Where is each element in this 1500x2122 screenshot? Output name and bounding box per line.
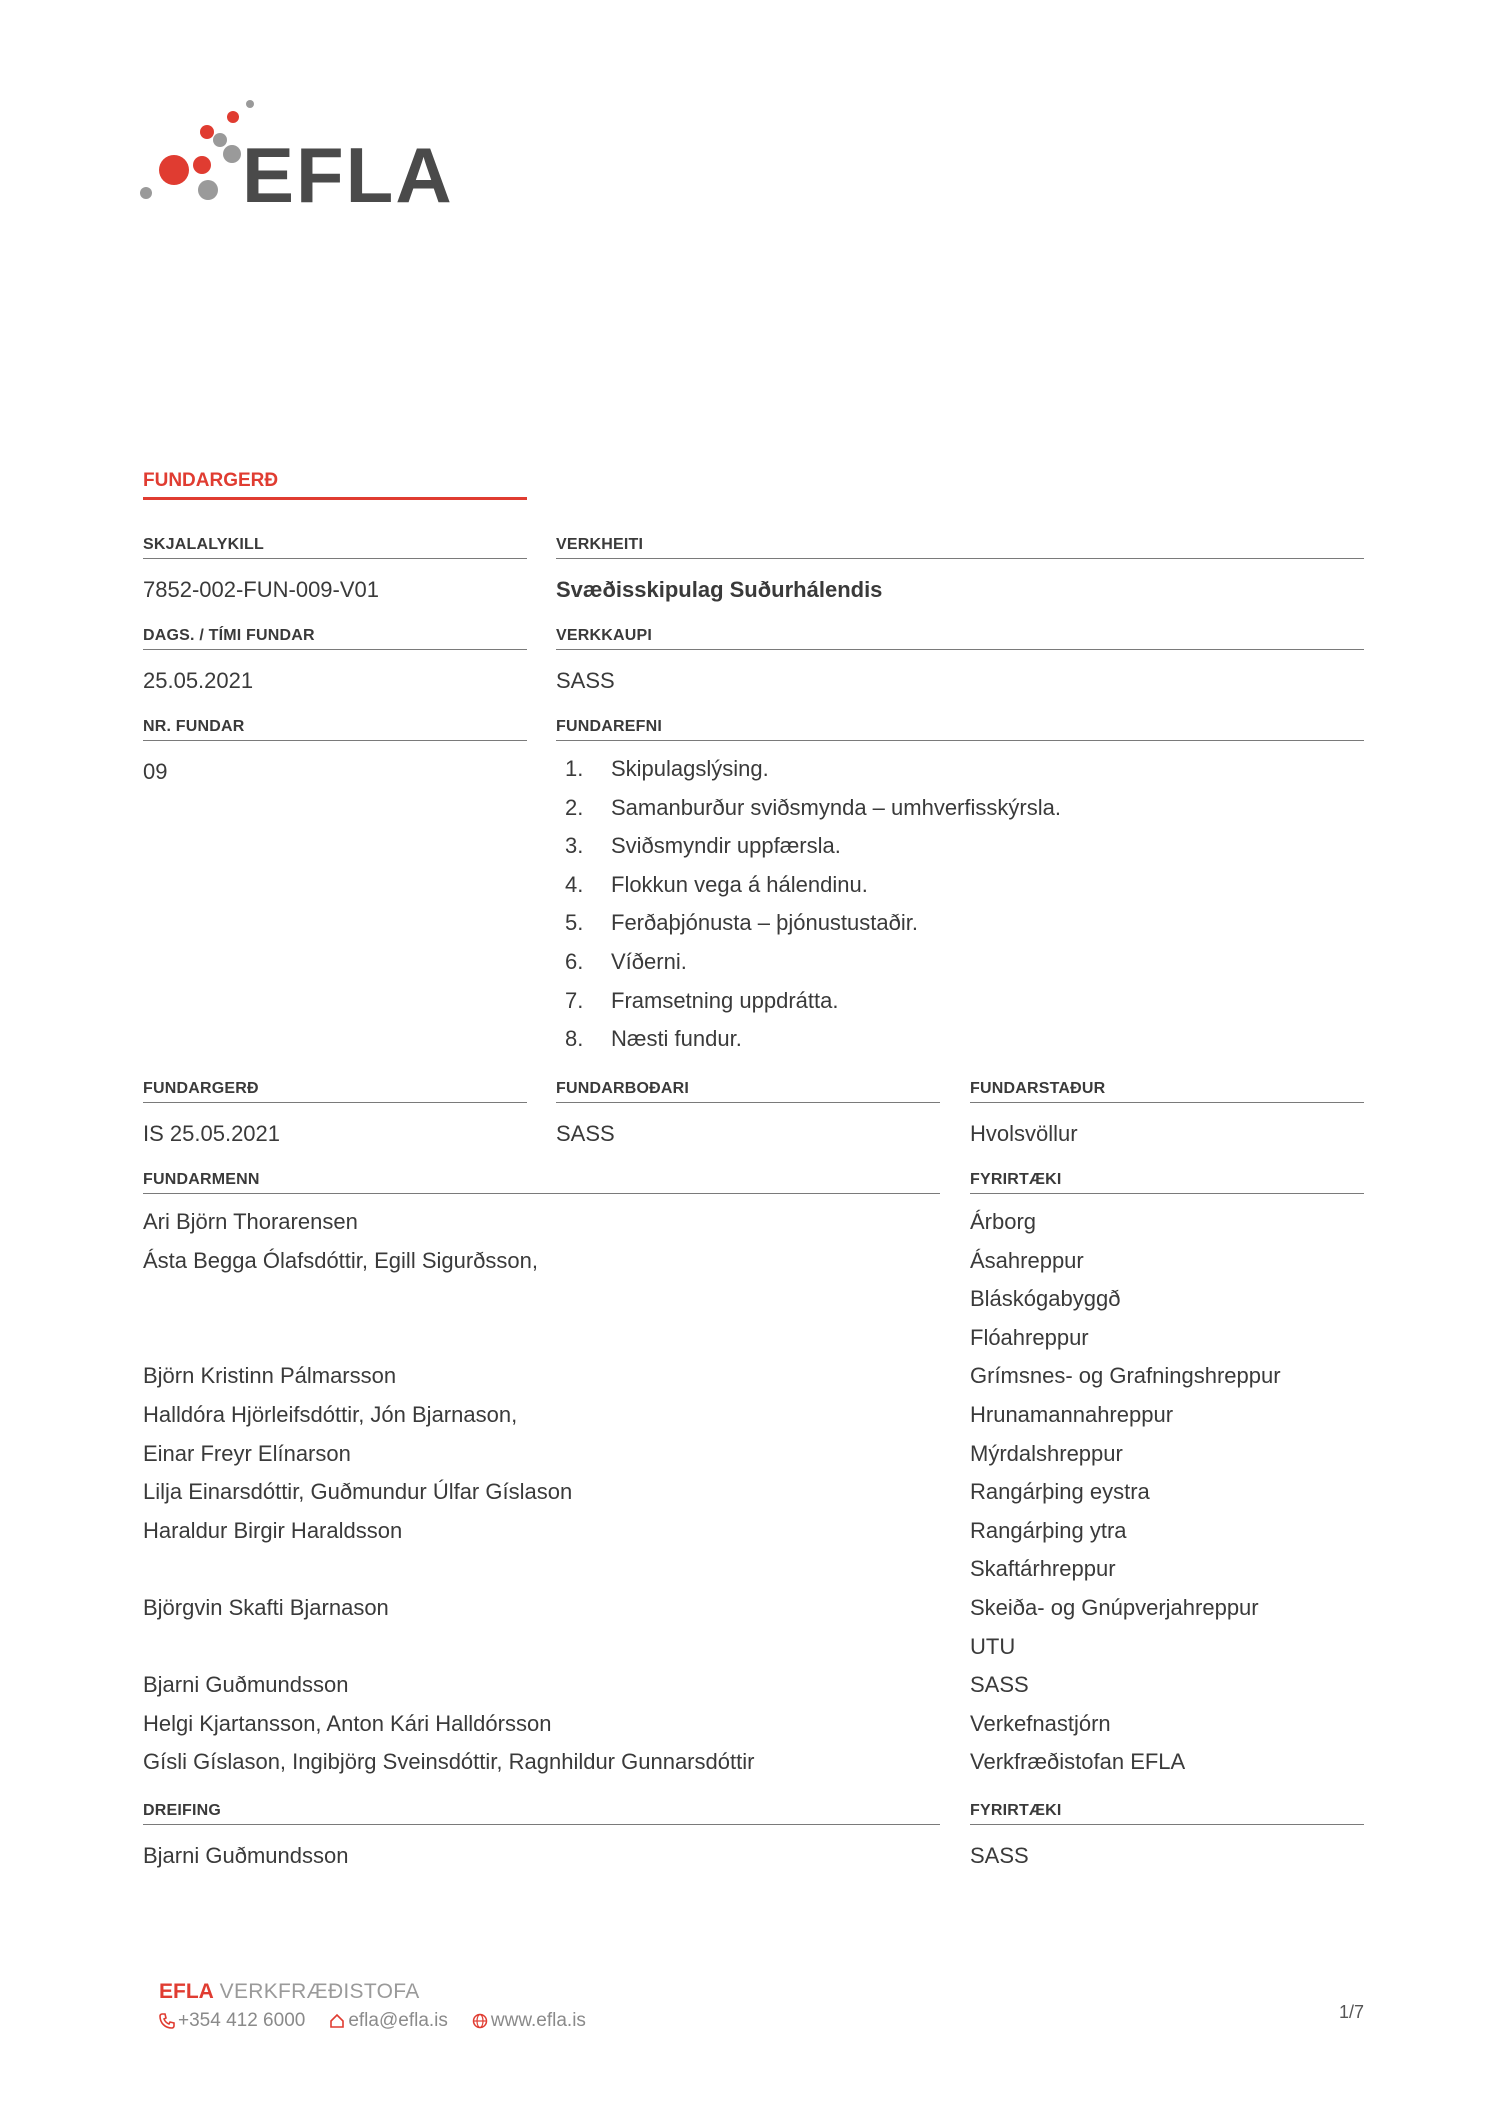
logo-dot (198, 180, 218, 200)
label-fyrirtaeki: FYRIRTÆKI (970, 1170, 1364, 1194)
attendee-company: Hrunamannahreppur (970, 1402, 1174, 1427)
agenda-text: Skipulagslýsing. (611, 756, 769, 781)
house-icon (329, 2013, 345, 2029)
logo-dot (159, 155, 189, 185)
attendee-company: Bláskógabyggð (970, 1286, 1121, 1312)
efla-logo (140, 100, 460, 210)
agenda-number: 4. (565, 871, 584, 897)
footer-phone[interactable] (159, 2010, 305, 2032)
attendee-names: Lilja Einarsdóttir, Guðmundur Úlfar Gíslason (143, 1479, 573, 1505)
value-dags: 25.05.2021 (143, 668, 254, 693)
logo-dot (200, 125, 214, 139)
attendee-company: Árborg (970, 1209, 1037, 1234)
agenda-item (556, 943, 1364, 982)
label-nr-fundar: NR. FUNDAR (143, 717, 527, 741)
footer-phone-text: +354 412 6000 (178, 2010, 306, 2031)
label-fundarefni: FUNDAREFNI (556, 717, 1364, 741)
attendee-names: Gísli Gíslason, Ingibjörg Sveinsdóttir, Ragnhildur Gunnarsdóttir (143, 1749, 755, 1775)
footer-brand (159, 1980, 420, 2004)
footer-web-text: www.efla.is (490, 2010, 586, 2031)
agenda-item (556, 1020, 1364, 1059)
agenda-number: 8. (565, 1026, 584, 1052)
agenda-item (556, 982, 1364, 1021)
label-skjalalykill: SKJALALYKILL (143, 535, 527, 559)
label-fyrirtaeki-2: FYRIRTÆKI (970, 1801, 1364, 1825)
attendee-company: Mýrdalshreppur (970, 1440, 1123, 1466)
agenda-list (556, 750, 1364, 1059)
agenda-text: Næsti fundur. (611, 1026, 742, 1052)
agenda-text: Samanburður sviðsmynda – umhverfisskýrsla. (611, 794, 1061, 820)
footer-contact (159, 2010, 586, 2032)
agenda-item (556, 750, 1364, 789)
agenda-number: 5. (565, 910, 584, 936)
attendee-company: Verkefnastjórn (970, 1710, 1111, 1736)
agenda-number: 6. (565, 948, 584, 974)
logo-dot (193, 156, 211, 174)
label-dreifing: DREIFING (143, 1801, 940, 1825)
value-dreifing: Bjarni Guðmundsson (143, 1843, 349, 1868)
agenda-number: 3. (565, 833, 584, 859)
label-verkkaupi: VERKKAUPI (556, 626, 1364, 650)
document-title: FUNDARGERÐ (143, 470, 279, 491)
logo-dot (227, 111, 239, 123)
label-fundarstadur: FUNDARSTAÐUR (970, 1079, 1364, 1103)
value-fundargerd: IS 25.05.2021 (143, 1121, 281, 1146)
label-verkheiti: VERKHEITI (556, 535, 1364, 559)
agenda-item (556, 827, 1364, 866)
label-fundarmenn: FUNDARMENN (143, 1170, 940, 1194)
footer-web[interactable] (472, 2010, 586, 2032)
logo-dot (246, 100, 254, 108)
footer-brand-name: EFLA (159, 1980, 214, 2003)
value-fundarbodari: SASS (556, 1121, 615, 1146)
label-dags: DAGS. / TÍMI FUNDAR (143, 626, 527, 650)
agenda-text: Framsetning uppdrátta. (611, 987, 839, 1013)
footer-brand-suffix: VERKFRÆÐISTOFA (219, 1980, 420, 2003)
value-verkheiti: Svæðisskipulag Suðurhálendis (556, 577, 883, 602)
page-number: 1/7 (1338, 2002, 1364, 2022)
attendee-company: Verkfræðistofan EFLA (970, 1749, 1186, 1775)
agenda-text: Sviðsmyndir uppfærsla. (611, 833, 841, 859)
footer-email-text: efla@efla.is (348, 2010, 448, 2031)
attendee-company: Rangárþing eystra (970, 1479, 1150, 1505)
attendee-company: Skeiða- og Gnúpverjahreppur (970, 1595, 1259, 1620)
agenda-item (556, 789, 1364, 828)
attendee-company: UTU (970, 1633, 1016, 1659)
attendee-company: Ásahreppur (970, 1247, 1084, 1273)
attendee-company: Flóahreppur (970, 1324, 1089, 1350)
attendee-names: Halldóra Hjörleifsdóttir, Jón Bjarnason, (143, 1402, 518, 1427)
label-fundargerd: FUNDARGERÐ (143, 1079, 527, 1103)
attendee-names: Bjarni Guðmundsson (143, 1672, 349, 1698)
agenda-text: Ferðaþjónusta – þjónustustaðir. (611, 910, 918, 936)
attendee-names: Björgvin Skafti Bjarnason (143, 1595, 389, 1620)
attendee-names: Ásta Begga Ólafsdóttir, Egill Sigurðsson, (143, 1247, 538, 1273)
value-fyrirtaeki-2: SASS (970, 1843, 1029, 1868)
agenda-item (556, 904, 1364, 943)
logo-dot (140, 187, 152, 199)
attendee-company: Rangárþing ytra (970, 1517, 1127, 1543)
phone-icon (159, 2013, 175, 2029)
attendee-names: Haraldur Birgir Haraldsson (143, 1517, 403, 1543)
logo-dot (223, 145, 241, 163)
agenda-item (556, 866, 1364, 905)
attendee-company: Grímsnes- og Grafningshreppur (970, 1363, 1281, 1389)
logo-dot (213, 133, 227, 147)
agenda-number: 1. (565, 756, 584, 781)
attendee-company: SASS (970, 1672, 1029, 1698)
agenda-number: 7. (565, 987, 584, 1013)
value-fundarstadur: Hvolsvöllur (970, 1121, 1078, 1146)
label-fundarbodari: FUNDARBOÐARI (556, 1079, 940, 1103)
attendee-names: Björn Kristinn Pálmarsson (143, 1363, 397, 1389)
footer-email[interactable] (329, 2010, 448, 2032)
attendee-names: Helgi Kjartansson, Anton Kári Halldórsson (143, 1710, 552, 1736)
attendee-names: Einar Freyr Elínarson (143, 1440, 351, 1466)
value-skjalalykill: 7852-002-FUN-009-V01 (143, 577, 380, 602)
globe-icon (472, 2013, 488, 2029)
logo-text: EFLA (242, 131, 454, 210)
value-verkkaupi: SASS (556, 668, 615, 693)
attendee-company: Skaftárhreppur (970, 1556, 1116, 1582)
value-nr-fundar: 09 (143, 759, 168, 784)
agenda-text: Flokkun vega á hálendinu. (611, 871, 868, 897)
agenda-number: 2. (565, 794, 584, 820)
title-underline (143, 497, 527, 500)
agenda-text: Víðerni. (611, 948, 687, 974)
attendee-names: Ari Björn Thorarensen (143, 1209, 358, 1234)
